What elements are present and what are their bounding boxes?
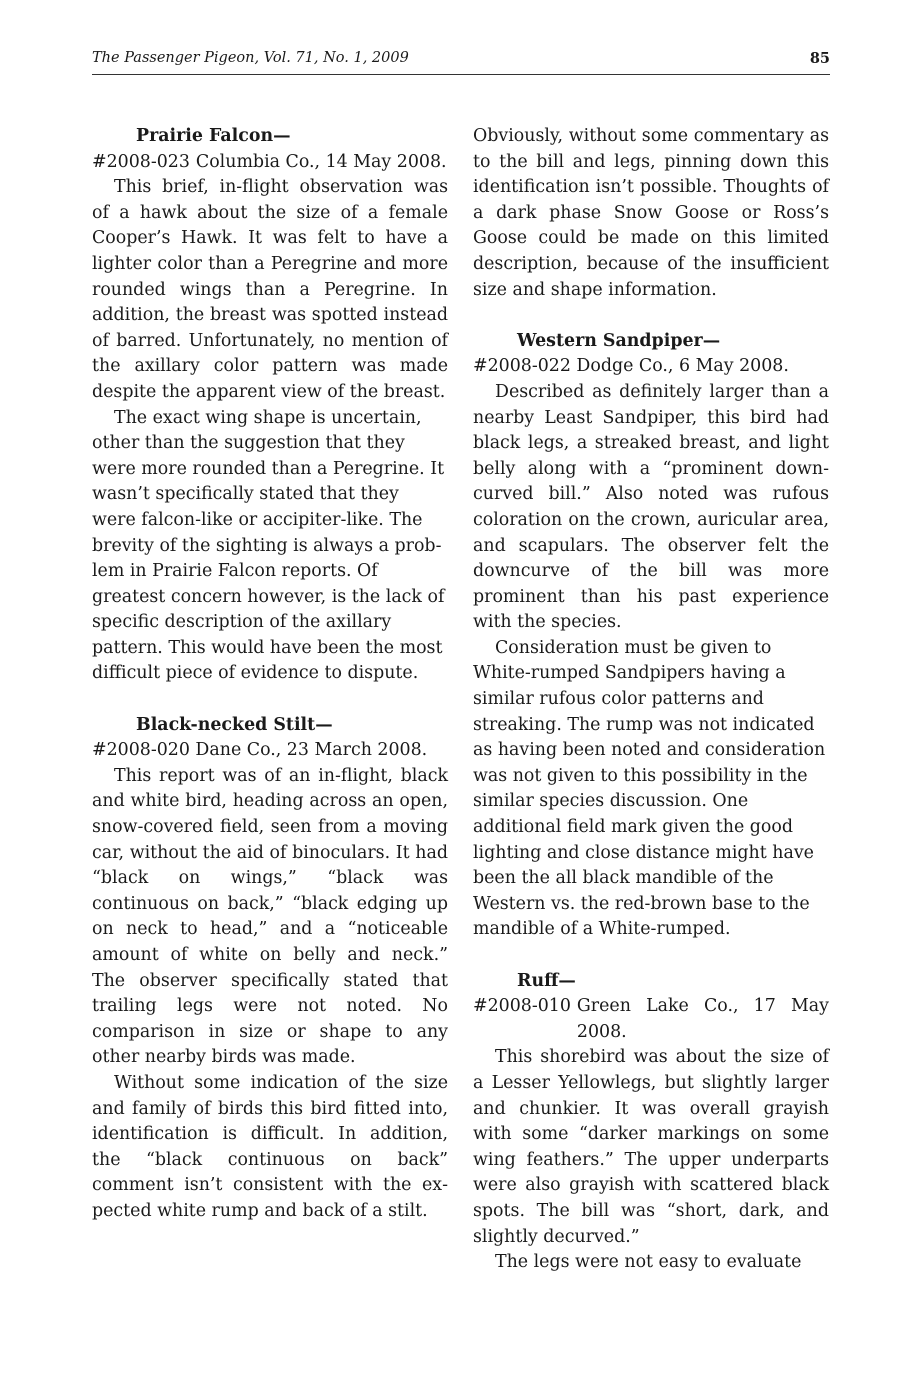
prairie-falcon-section [92,124,448,687]
paragraph: Without some indication of the size and family of birds this bird fitted into, identification is difficult. In addition, the “black continuous on back” comment isn’t consistent with the expected white rump and back of a stilt. [92,1072,448,1221]
record-line: #2008-020 Dane Co., 23 March 2008. [92,740,428,761]
record-line [92,150,448,176]
section-gap [92,687,448,713]
right-column [473,124,829,1276]
species-heading: Prairie Falcon— [136,126,291,146]
paragraph: Consideration must be given to White-rumped Sandpipers having a similar rufous color patterns and streaking. The rump was not indicated as having been noted and consideration was not given to this possibility in the similar species discussion. One additional field mark given the good lighting and close distance might have been the all black mandible of the Western vs. the red-brown base to the mandible of a White-rumped. [473,637,826,940]
record-details: Columbia Co., 14 May 2008. [195,151,447,172]
left-column [92,124,448,1225]
record-details: Green Lake Co., 17 May 2008. [576,996,829,1042]
species-heading: Ruff— [517,970,576,991]
black-necked-stilt-section [92,713,448,1225]
paragraph: The legs were not easy to evaluate [495,1252,802,1273]
record-number: #2008-023 [92,151,190,172]
species-heading: Black-necked Stilt— [136,714,333,735]
section-gap [473,943,829,969]
continued-paragraph: Obviously, without some commentary as to the bill and legs, pinning down this identification isn’t possible. Thoughts of a dark phase Snow Goose or Ross’s Goose could be made on this limited description, because of the insufficient size and shape information. [473,126,829,300]
paragraph: This report was of an in-flight, black and white bird, heading across an open, snow-covered field, seen from a moving car, without the aid of binoculars. It had “black on wings,” “black was continuous on back,” “black edging up on neck to head,” and a “noticeable amount of white on belly and neck.” The observer specifically stated that trailing legs were not noted. No comparison in size or shape to any other nearby birds was made. [92,765,448,1068]
paragraph: This shorebird was about the size of a Lesser Yellowlegs, but slightly larger and chunkier. It was overall grayish with some “darker markings on some wing feathers.” The upper underparts were also grayish with scattered black spots. The bill was “short, dark, and slightly decurved.” [473,1047,829,1247]
record-number: #2008-010 [473,996,571,1017]
paragraph: The exact wing shape is uncertain, other than the suggestion that they were more rounded than a Peregrine. It wasn’t specifically stated that they were falcon-like or accipiter-like. The brevity of the sighting is always a problem in Prairie Falcon reports. Of greatest concern however, is the lack of specific description of the axillary pattern. This would have been the most difficult piece of evidence to dispute. [92,407,445,684]
species-heading: Western Sandpiper— [517,330,721,351]
paragraph: Described as definitely larger than a nearby Least Sandpiper, this bird had black legs, a streaked breast, and light belly along with a “prominent downcurved bill.” Also noted was rufous coloration on the crown, auricular area, and scapulars. The observer felt the downcurve of the bill was more prominent than his past experience with the species. [473,381,829,633]
record-line [473,994,829,1045]
journal-title: The Passenger Pigeon, Vol. 71, No. 1, 2009 [92,50,409,66]
western-sandpiper-section [473,329,829,943]
paragraph: This brief, in-flight observation was of a hawk about the size of a female Cooper’s Hawk. It was felt to have a lighter color than a Peregrine and more rounded wings than a Peregrine. In addition, the breast was spotted instead of barred. Unfortunately, no mention of the axillary color pattern was made despite the apparent view of the breast. [92,177,448,402]
ruff-section [473,969,829,1276]
record-line: #2008-022 Dodge Co., 6 May 2008. [473,356,789,377]
running-header [92,48,830,75]
page-number: 85 [809,50,830,67]
section-gap [473,303,829,329]
